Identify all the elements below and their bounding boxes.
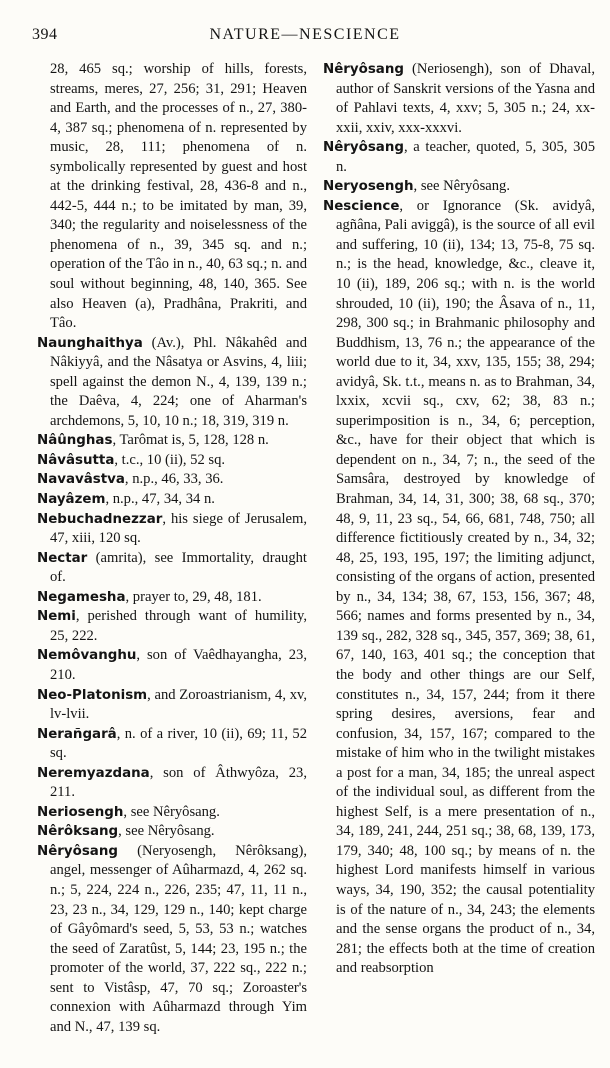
entry-headword: Nâûnghas [37,433,113,449]
index-entry [37,510,307,549]
entry-headword: Nemi [37,609,76,625]
entry-text: , see Nêryôsang. [118,823,215,840]
index-entry [37,431,307,451]
index-entry [37,686,307,725]
right-column [323,60,595,979]
index-entry [37,490,307,510]
index-entry [37,646,307,685]
entry-text: (Neryosengh, Nêrôksang), angel, messenger of Aûharmazd, 4, 262 sq. n.; 5, 224, 224 n., 226, 235; 47, 11, 11 n., 23, 23 n., 34, 129, 129 n., 140; kept charge of Gâyômard's seed, 5, 53, 53 n.; watches the seed of Zaratûst, 5, 144; 23, 195 n.; the promoter of the world, 37, 222 sq., 222 n.; sent to Vistâsp, 47, 70 sq.; Zoroaster's connexion with Aûharmazd through Yim and N., 47, 139 sq. [50,842,307,1035]
entry-headword: Nayâzem [37,492,106,508]
index-entry [323,138,595,177]
entry-text: , prayer to, 29, 48, 181. [125,588,262,605]
entry-headword: Negamesha [37,589,126,605]
index-entry [37,764,307,803]
index-entry [37,725,307,764]
index-entry [37,822,307,842]
left-column [37,60,307,1037]
entry-text: , n. of a river, 10 (ii), 69; 11, 52 sq. [50,725,307,762]
index-entry [37,842,307,1037]
entry-headword: Naunghaithya [37,335,143,351]
entry-text: , n.p., 47, 34, 34 n. [105,491,215,508]
entry-headword: Nêryôsang [323,140,404,156]
entry-text: , n.p., 46, 33, 36. [124,471,224,488]
entry-headword: Nescience [323,198,400,214]
entry-text: , his siege of Jerusalem, 47, xiii, 120 sq. [50,510,307,547]
entry-text: , see Nêryôsang. [123,803,220,820]
index-entry [323,60,595,138]
entry-headword: Nêrôksang [37,824,119,840]
entry-text: , see Nêryôsang. [413,178,510,195]
entry-headword: Neremyazdana [37,765,150,781]
entry-text: , perished through want of humility, 25, 222. [50,608,307,644]
entry-text: , t.c., 10 (ii), 52 sq. [114,451,226,468]
entry-text: (amrita), see Immortality, draught of. [50,549,307,586]
entry-text: , a teacher, quoted, 5, 305, 305 n. [336,139,595,175]
index-entry [37,451,307,471]
index-entry [323,177,595,197]
entry-headword: Neriosengh [37,804,124,820]
index-entry [37,470,307,490]
entry-text: 28, 465 sq.; worship of hills, forests, streams, meres, 27, 256; 31, 291; Heaven and Earth, and the processes of n., 27, 380-4, 387 sq.; phenomena of n. represented by music, 28, 111; phenomena of n. symbolically represented by guest and host at the drinking festival, 28, 436-8 and n., 442-5, 444 n.; to be imitated by man, 39, 340; the regularity and noiselessness of the phenomena of n., 39, 345 sq. and n.; operation of the Tâo in n., 40, 63 sq.; n. and soul without beginning, 48, 140, 365. See also Heaven (a), Pradhâna, Prakriti, and Tâo. [50,61,307,332]
entry-text: (Neriosengh), son of Dhaval, author of Sanskrit versions of the Yasna and of Pahlavi texts, 4, xxv; 5, 305 n.; 24, xx-xxii, xxiv, xxx-xxxvi. [336,61,595,136]
index-entry [37,607,307,646]
entry-headword: Nêryôsang [323,62,404,77]
entry-headword: Neryosengh [323,179,414,195]
index-entry [37,549,307,588]
entry-text: , or Ignorance (Sk. avidyâ, agñâna, Pali aviggâ), is the source of all evil and suffering, 10 (ii), 134; 13, 75-8, 75 sq. n.; is the head, knowledge, &c., cleave it, 10 (ii), 189, 206 sq.; with n. is the world shrouded, 10 (ii), 190; the Âsava of n., 11, 298, 300 sq.; in Brahmanic philosophy and Buddhism, 13, 76 n.; the appearance of the world due to it, 34, xxv, 135, 155; 38, 294; avidyâ, Sk. t.t., means n. as to Brahman, 34, lxxix, xcvii sq., cxv, 62; 38, 83 n.; superimposition is n., 34, 6; perception, &c., have for their object that which is dependent on n., 34, 7; n., the seed of the Samsâra, destroyed by knowledge of Brahman, 34, 14, 31, 300; 38, 68 sq., 370; 48, 9, 11, 23 sq., 54, 66, 681, 748, 750; all difference fictitiously created by n., 34, 32; 48, 25, 193, 195, 197; the limiting adjunct, consisting of the organs of action, presented by n., 34, 134; 38, 67, 153, 156, 367; 48, 566; names and forms presented by n., 34, 139 sq., 282, 328 sq., 345, 357, 369; 38, 61, 67, 140, 163, 401 sq.; the conception that the body and other things are our Self, constitutes n., 34, 157, 244; from it there spring desires, aversions, fear and confusion, 34, 157, 167; compared to the mistake of him who in the twilight mistakes a post for a man, 34, 185; the unreal aspect of the individual soul, as different from the highest Self, is a mere presentation of n., 34, 189, 241, 244, 251 sq.; 38, 68, 139, 173, 179, 340; 48, 100 sq.; by means of n. the highest Lord manifests himself in various ways, 34, 190, 352; the causal potentiality is of the nature of n., 34, 243; the elements and the sense organs the product of n., 34, 281; the effects both at the time of creation and reabsorption [336,197,595,977]
index-entry [37,588,307,608]
entry-headword: Nectar [37,550,88,566]
entry-text: (Av.), Phl. Nâkahêd and Nâkiyyâ, and the Nâsatya or Asvins, 4, liii; spell against the demon N., 4, 139, 139 n.; the Daêva, 4, 224; one of Aharman's archdemons, 5, 10, 10 n.; 18, 319, 319 n. [50,334,307,429]
index-entry [37,334,307,432]
entry-headword: Nerañgarâ [37,726,117,742]
entry-headword: Nâvâsutta [37,452,115,468]
entry-headword: Neo-Platonism [37,687,148,703]
entry-headword: Nêryôsang [37,843,118,859]
index-entry [37,60,307,334]
entry-headword: Nemôvanghu [37,648,137,664]
entry-headword: Navavâstva [37,472,125,488]
entry-text: , and Zoroastrianism, 4, xv, lv-lvii. [50,686,307,723]
index-entry [37,803,307,823]
page-number: 394 [32,26,58,43]
page-header [30,26,580,48]
entry-text: , son of Vaêdhayangha, 23, 210. [50,647,307,683]
entry-text: , Tarômat is, 5, 128, 128 n. [112,432,269,449]
entry-headword: Nebuchadnezzar [37,511,163,527]
index-entry [323,197,595,979]
entry-text: , son of Âthwyôza, 23, 211. [50,764,307,801]
running-head: NATURE—NESCIENCE [209,26,401,43]
